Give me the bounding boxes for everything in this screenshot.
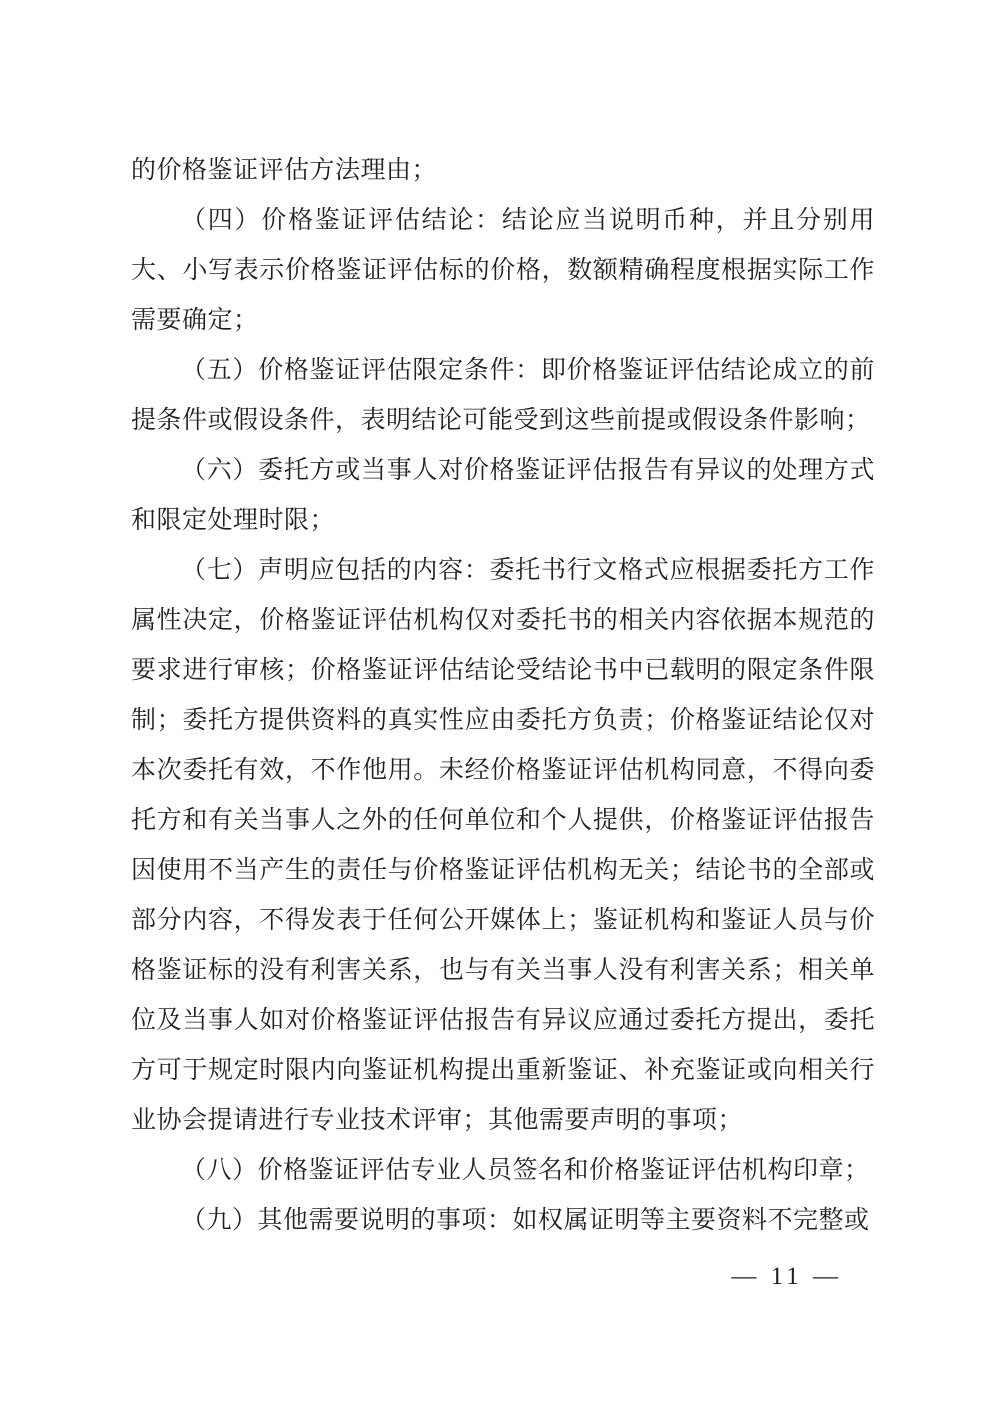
paragraph: （六）委托方或当事人对价格鉴证评估报告有异议的处理方式和限定处理时限； — [131, 457, 875, 534]
paragraph: （七）声明应包括的内容：委托书行文格式应根据委托方工作属性决定，价格鉴证评估机构仅对委托书的相关内容依据本规范的要求进行审核；价格鉴证评估结论受结论书中已载明的限定条件限制；委托方提供资料的真实性应由委托方负责；价格鉴证结论仅对本次委托有效，不作他用。未经价格鉴证评估机构同意，不得向委托方和有关当事人之外的任何单位和个人提供，价格鉴证评估报告因使用不当产生的责任与价格鉴证评估机构无关；结论书的全部或部分内容，不得发表于任何公开媒体上；鉴证机构和鉴证人员与价格鉴证标的没有利害关系，也与有关当事人没有利害关系；相关单位及当事人如对价格鉴证评估报告有异议应通过委托方提出，委托方可于规定时限内向鉴证机构提出重新鉴证、补充鉴证或向相关行业协会提请进行专业技术评审；其他需要声明的事项； — [131, 557, 875, 1134]
paragraph: （九）其他需要说明的事项：如权属证明等主要资料不完整或 — [181, 1207, 870, 1234]
paragraph: 的价格鉴证评估方法理由； — [131, 157, 438, 184]
paragraph: （五）价格鉴证评估限定条件：即价格鉴证评估结论成立的前提条件或假设条件，表明结论可能受到这些前提或假设条件影响； — [131, 357, 875, 434]
paragraph: （八）价格鉴证评估专业人员签名和价格鉴证评估机构印章； — [181, 1157, 870, 1184]
page-number: — 11 — — [731, 1263, 842, 1290]
document-body — [131, 146, 875, 1246]
paragraph: （四）价格鉴证评估结论：结论应当说明币种，并且分别用大、小写表示价格鉴证评估标的价格，数额精确程度根据实际工作需要确定； — [131, 207, 875, 334]
